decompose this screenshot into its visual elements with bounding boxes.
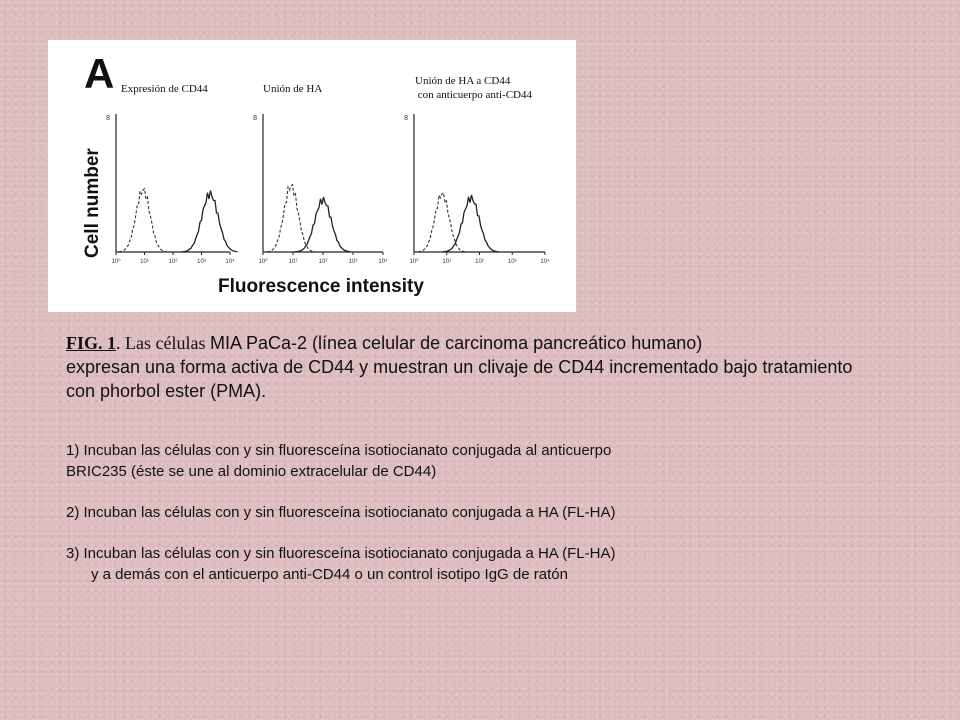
x-tick-label-1-0: 10⁰ bbox=[111, 259, 121, 265]
y-tick-label-2: 8 bbox=[253, 115, 257, 122]
note-2: 2) Incuban las células con y sin fluoresceína isotiocianato conjugada a HA (FL-HA) bbox=[66, 504, 616, 521]
caption-dot: . bbox=[116, 333, 121, 353]
histogram-figure bbox=[48, 40, 576, 312]
caption-line-1 bbox=[66, 331, 960, 355]
x-tick-label-2-2: 10² bbox=[318, 259, 328, 265]
x-tick-label-2-3: 10³ bbox=[348, 259, 358, 265]
panel-letter: A bbox=[84, 50, 115, 97]
figure-caption bbox=[66, 331, 960, 403]
panel-title-3-line1: Unión de HA a CD44 bbox=[415, 75, 511, 87]
panel-title-1: Expresión de CD44 bbox=[121, 83, 208, 95]
note-1-line-2: BRIC235 (éste se une al dominio extracelular de CD44) bbox=[66, 463, 437, 480]
x-axis-label: Fluorescence intensity bbox=[218, 276, 424, 297]
panel-title-2: Unión de HA bbox=[263, 83, 323, 95]
caption-line-3: con phorbol ester (PMA). bbox=[66, 381, 267, 401]
x-tick-label-3-1: 10¹ bbox=[442, 259, 452, 265]
notes-block bbox=[66, 440, 946, 585]
y-axis-label: Cell number bbox=[82, 148, 103, 258]
x-tick-label-1-3: 10³ bbox=[197, 259, 206, 265]
caption-line-1-rest: MIA PaCa-2 (línea celular de carcinoma pancreático humano) bbox=[209, 333, 703, 353]
note-3-line-2: y a demás con el anticuerpo anti-CD44 o un control isotipo IgG de ratón bbox=[91, 566, 568, 583]
note-1-line-1: 1) Incuban las células con y sin fluoresceína isotiocianato conjugada al anticuerpo bbox=[66, 442, 612, 459]
x-tick-label-1-4: 10⁴ bbox=[225, 259, 235, 265]
x-tick-label-2-4: 10⁴ bbox=[378, 259, 388, 265]
x-tick-label-1-2: 10² bbox=[168, 259, 178, 265]
panel-title-3-line2: con anticuerpo anti-CD44 bbox=[415, 89, 532, 101]
caption-fig-label: FIG. 1 bbox=[66, 333, 117, 353]
y-tick-label-3: 8 bbox=[404, 115, 408, 122]
caption-line-2: expresan una forma activa de CD44 y muestran un clivaje de CD44 incrementado bajo tratamiento bbox=[66, 357, 853, 377]
x-tick-label-2-1: 10¹ bbox=[288, 259, 298, 265]
x-tick-label-3-4: 10⁴ bbox=[540, 259, 550, 265]
y-tick-label-1: 8 bbox=[106, 115, 110, 122]
x-tick-label-3-2: 10² bbox=[475, 259, 484, 265]
note-3-line-1: 3) Incuban las células con y sin fluoresceína isotiocianato conjugada a HA (FL-HA) bbox=[66, 545, 616, 562]
x-tick-label-3-0: 10⁰ bbox=[409, 259, 419, 265]
x-tick-label-1-1: 10¹ bbox=[140, 259, 149, 265]
histogram-svg bbox=[48, 40, 576, 312]
x-tick-label-2-0: 10⁰ bbox=[258, 259, 268, 265]
x-tick-label-3-3: 10³ bbox=[507, 259, 517, 265]
caption-serif-part: Las células bbox=[120, 333, 210, 353]
